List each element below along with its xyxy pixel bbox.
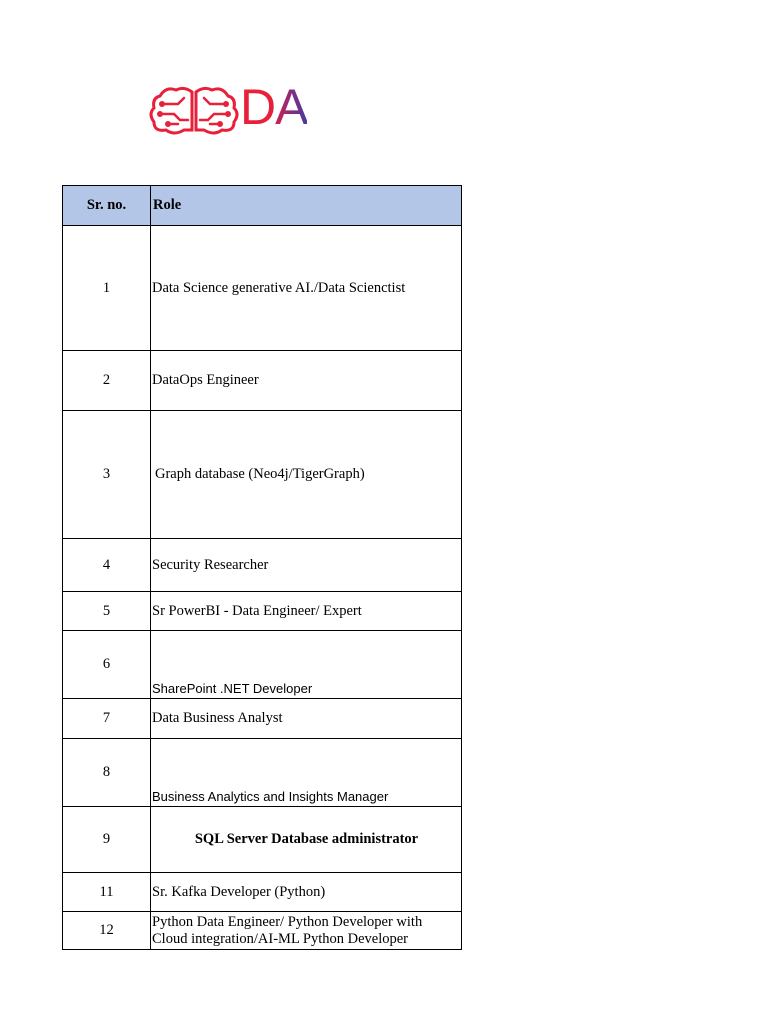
row-role: Data Business Analyst [151, 699, 462, 739]
row-sr-no: 4 [63, 539, 151, 592]
row-role: DataOps Engineer [151, 351, 462, 411]
row-sr-no: 7 [63, 699, 151, 739]
table-row [63, 539, 462, 592]
table-row [63, 912, 462, 950]
brain-circuit-icon [148, 82, 240, 140]
row-role: Python Data Engineer/ Python Developer with Cloud integration/AI-ML Python Developer [151, 912, 462, 950]
header-sr-no: Sr. no. [63, 186, 151, 226]
row-role: Security Researcher [151, 539, 462, 592]
row-sr-no: 6 [63, 631, 151, 699]
row-sr-no: 2 [63, 351, 151, 411]
row-sr-no: 11 [63, 873, 151, 912]
logo-text: DA [240, 79, 308, 135]
row-sr-no: 5 [63, 592, 151, 631]
header-role: Role [151, 186, 462, 226]
row-role: Business Analytics and Insights Manager [151, 739, 462, 807]
table-row [63, 699, 462, 739]
table-row [63, 873, 462, 912]
row-sr-no: 8 [63, 739, 151, 807]
table-row [63, 631, 462, 699]
row-role: SharePoint .NET Developer [151, 631, 462, 699]
table-row [63, 411, 462, 539]
table-row [63, 592, 462, 631]
row-role: Sr PowerBI - Data Engineer/ Expert [151, 592, 462, 631]
row-sr-no: 1 [63, 226, 151, 351]
row-role: SQL Server Database administrator [151, 807, 462, 873]
row-sr-no: 12 [63, 912, 151, 950]
company-logo [148, 79, 348, 140]
row-role: Graph database (Neo4j/TigerGraph) [151, 411, 462, 539]
table-row [63, 807, 462, 873]
table-row [63, 739, 462, 807]
table-row [63, 226, 462, 351]
roles-table [62, 185, 462, 950]
row-role: Data Science generative AI./Data Scienctist [151, 226, 462, 351]
table-header-row [63, 186, 462, 226]
table-row [63, 351, 462, 411]
row-role: Sr. Kafka Developer (Python) [151, 873, 462, 912]
row-sr-no: 9 [63, 807, 151, 873]
row-sr-no: 3 [63, 411, 151, 539]
